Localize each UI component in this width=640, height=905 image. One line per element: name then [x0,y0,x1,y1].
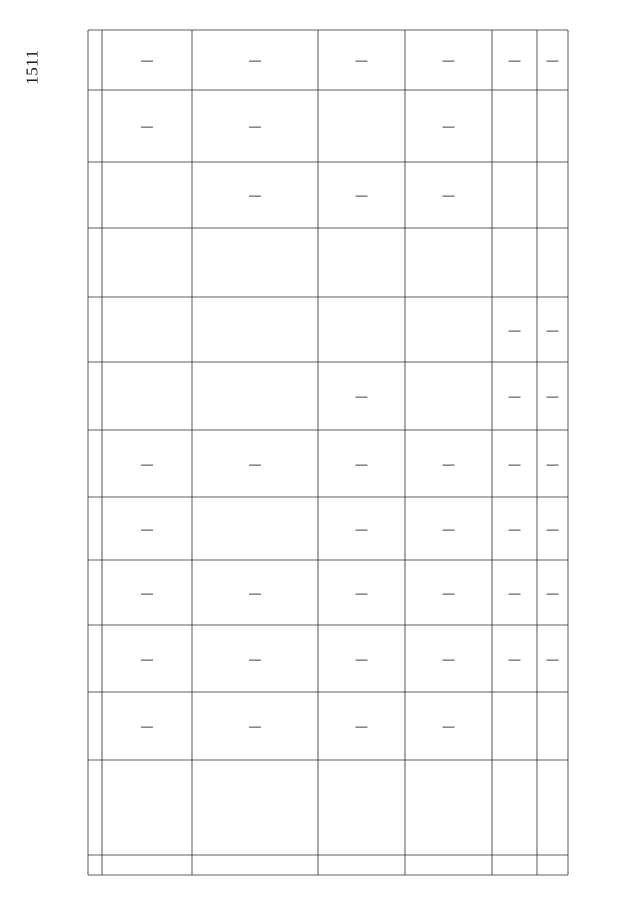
table-cell: — [355,585,368,600]
table-cell: — [546,585,559,600]
table-cell [192,228,318,297]
table-cell: — [141,521,153,536]
table-cell: — [508,521,521,536]
table-cell: — [141,585,153,600]
table-cell [405,297,492,362]
table-cell [192,497,318,560]
table-cell: — [249,456,261,471]
table-cell: — [442,521,455,536]
table-cell: — [442,188,455,202]
table-cell: — [141,719,153,733]
table-cell: — [249,585,261,600]
table-cell: — [355,389,368,403]
table-cell [102,162,192,228]
header-cell-6 [88,497,102,560]
table-cell: — [442,585,455,600]
table-cell: — [249,188,261,202]
table-cell [102,228,192,297]
table-cell: — [355,651,368,666]
table-cell [192,297,318,362]
header-cell-8 [88,362,102,430]
page-number: 1511 [23,49,42,85]
table-cell: — [546,651,559,666]
table-cell: — [442,719,455,733]
table-cell [537,692,568,760]
address-cell [405,760,492,855]
header-cell-5 [88,560,102,625]
table-cell: — [546,456,559,471]
table-cell [537,228,568,297]
header-cell-9 [88,297,102,362]
address-cell [492,760,537,855]
table-cell [492,228,537,297]
table-cell [537,90,568,162]
table-cell: — [249,719,261,733]
header-cell-13 [88,30,102,90]
table-cell: — [442,119,455,133]
table-cell: — [508,651,521,666]
table-cell: — [249,651,261,666]
table-cell [318,297,405,362]
table-cell: — [141,53,153,67]
table-cell: — [546,322,559,337]
address-cell [537,760,568,855]
address-cell [318,760,405,855]
table-cell [537,162,568,228]
table-cell [492,90,537,162]
header-cell-12 [88,90,102,162]
table-cell: — [442,456,455,471]
table-cell: — [141,119,153,133]
table-cell: — [508,456,521,471]
table-cell [102,362,192,430]
table-cell [405,228,492,297]
table-cell [192,362,318,430]
table-cell [492,162,537,228]
header-cell-11 [88,162,102,228]
table-cell: — [141,651,153,666]
header-cell-7 [88,430,102,497]
header-cell-10 [88,228,102,297]
address-cell [192,760,318,855]
table-cell: — [141,456,153,471]
table-cell: — [546,389,559,403]
table-cell [102,297,192,362]
header-cell-3 [88,692,102,760]
header-cell-2 [88,760,102,855]
table-cell: — [249,119,261,133]
table-cell: — [508,322,521,337]
table-cell: — [508,389,521,403]
table-cell: — [442,651,455,666]
table-cell [405,362,492,430]
table-cell: — [508,53,521,67]
table-cell [318,90,405,162]
table-cell [318,228,405,297]
table-cell: — [355,188,368,202]
table-cell: — [249,53,261,67]
address-cell [102,760,192,855]
table-cell: — [546,53,559,67]
table-cell: — [355,456,368,471]
table-cell: — [442,53,455,67]
header-cell-4 [88,625,102,692]
table-cell: — [355,719,368,733]
table-cell: — [355,521,368,536]
table-cell: — [508,585,521,600]
table-cell: — [546,521,559,536]
table-cell: — [355,53,368,67]
table-cell [492,692,537,760]
header-cell-1 [88,855,102,875]
